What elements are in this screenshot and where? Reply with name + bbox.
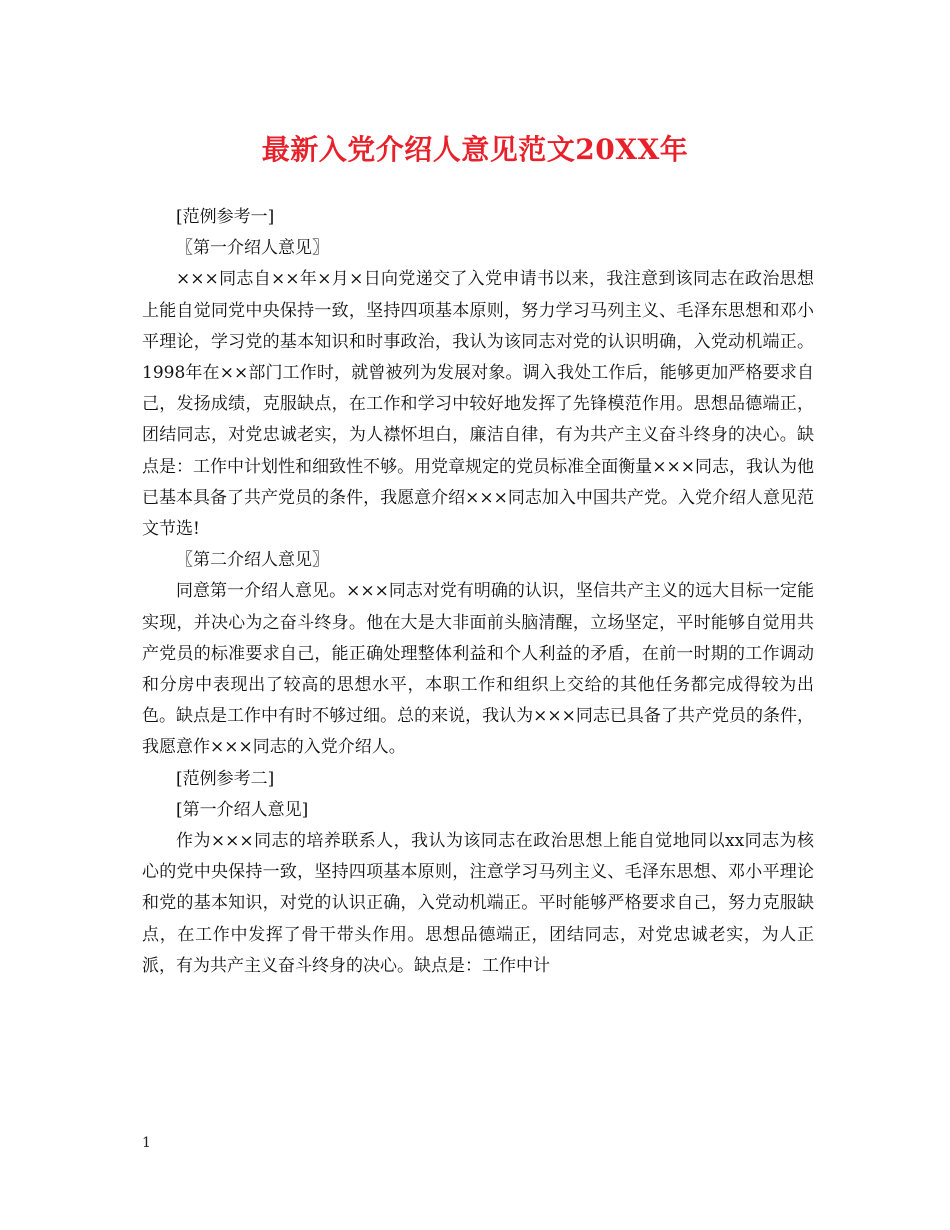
page-number: 1: [142, 1135, 151, 1151]
paragraph-first-introducer-opinion: ×××同志自××年×月×日向党递交了入党申请书以来，我注意到该同志在政治思想上能自觉同党中央保持一致，坚持四项基本原则，努力学习马列主义、毛泽东思想和邓小平理论，学习党的基本知识和时事政治，我认为该同志对党的认识明确，入党动机端正。1998年在××部门工作时，就曾被列为发展对象。调入我处工作后，能够更加严格要求自己，发扬成绩，克服缺点，在工作和学习中较好地发挥了先锋模范作用。思想品德端正，团结同志，对党忠诚老实，为人襟怀坦白，廉洁自律，有为共产主义奋斗终身的决心。缺点是：工作中计划性和细致性不够。用党章规定的党员标准全面衡量×××同志，我认为他已基本具备了共产党员的条件，我愿意介绍×××同志加入中国共产党。入党介绍人意见范文节选!: [142, 269, 814, 540]
paragraph-second-introducer-opinion: 同意第一介绍人意见。×××同志对党有明确的认识，坚信共产主义的远大目标一定能实现，并决心为之奋斗终身。他在大是大非面前头脑清醒，立场坚定，平时能够自觉用共产党员的标准要求自己，能正确处理整体利益和个人利益的矛盾，在前一时期的工作调动和分房中表现出了较高的思想水平，本职工作和组织上交给的其他任务都完成得较为出色。缺点是工作中有时不够过细。总的来说，我认为×××同志已具备了共产党员的条件，我愿意作×××同志的入党介绍人。: [142, 581, 814, 758]
subheading-first-introducer: 〖第一介绍人意见〗: [176, 238, 329, 259]
document-title: 最新入党介绍人意见范文20XX年: [261, 133, 689, 166]
section-heading-example-two: [范例参考二]: [176, 768, 275, 789]
section-heading-example-one: [范例参考一]: [176, 207, 275, 227]
document-body: [142, 202, 814, 982]
subheading-second-introducer: 〖第二介绍人意见〗: [176, 550, 329, 571]
paragraph-first-introducer-opinion-two: 作为×××同志的培养联系人，我认为该同志在政治思想上能自觉地同以xx同志为核心的党中央保持一致，坚持四项基本原则，注意学习马列主义、毛泽东思想、邓小平理论和党的基本知识，对党的认识正确，入党动机端正。平时能够严格要求自己，努力克服缺点，在工作中发挥了骨干带头作用。思想品德端正，团结同志，对党忠诚老实，为人正派，有为共产主义奋斗终身的决心。缺点是：工作中计: [142, 831, 814, 976]
subheading-first-introducer-two: [第一介绍人意见]: [176, 799, 309, 820]
